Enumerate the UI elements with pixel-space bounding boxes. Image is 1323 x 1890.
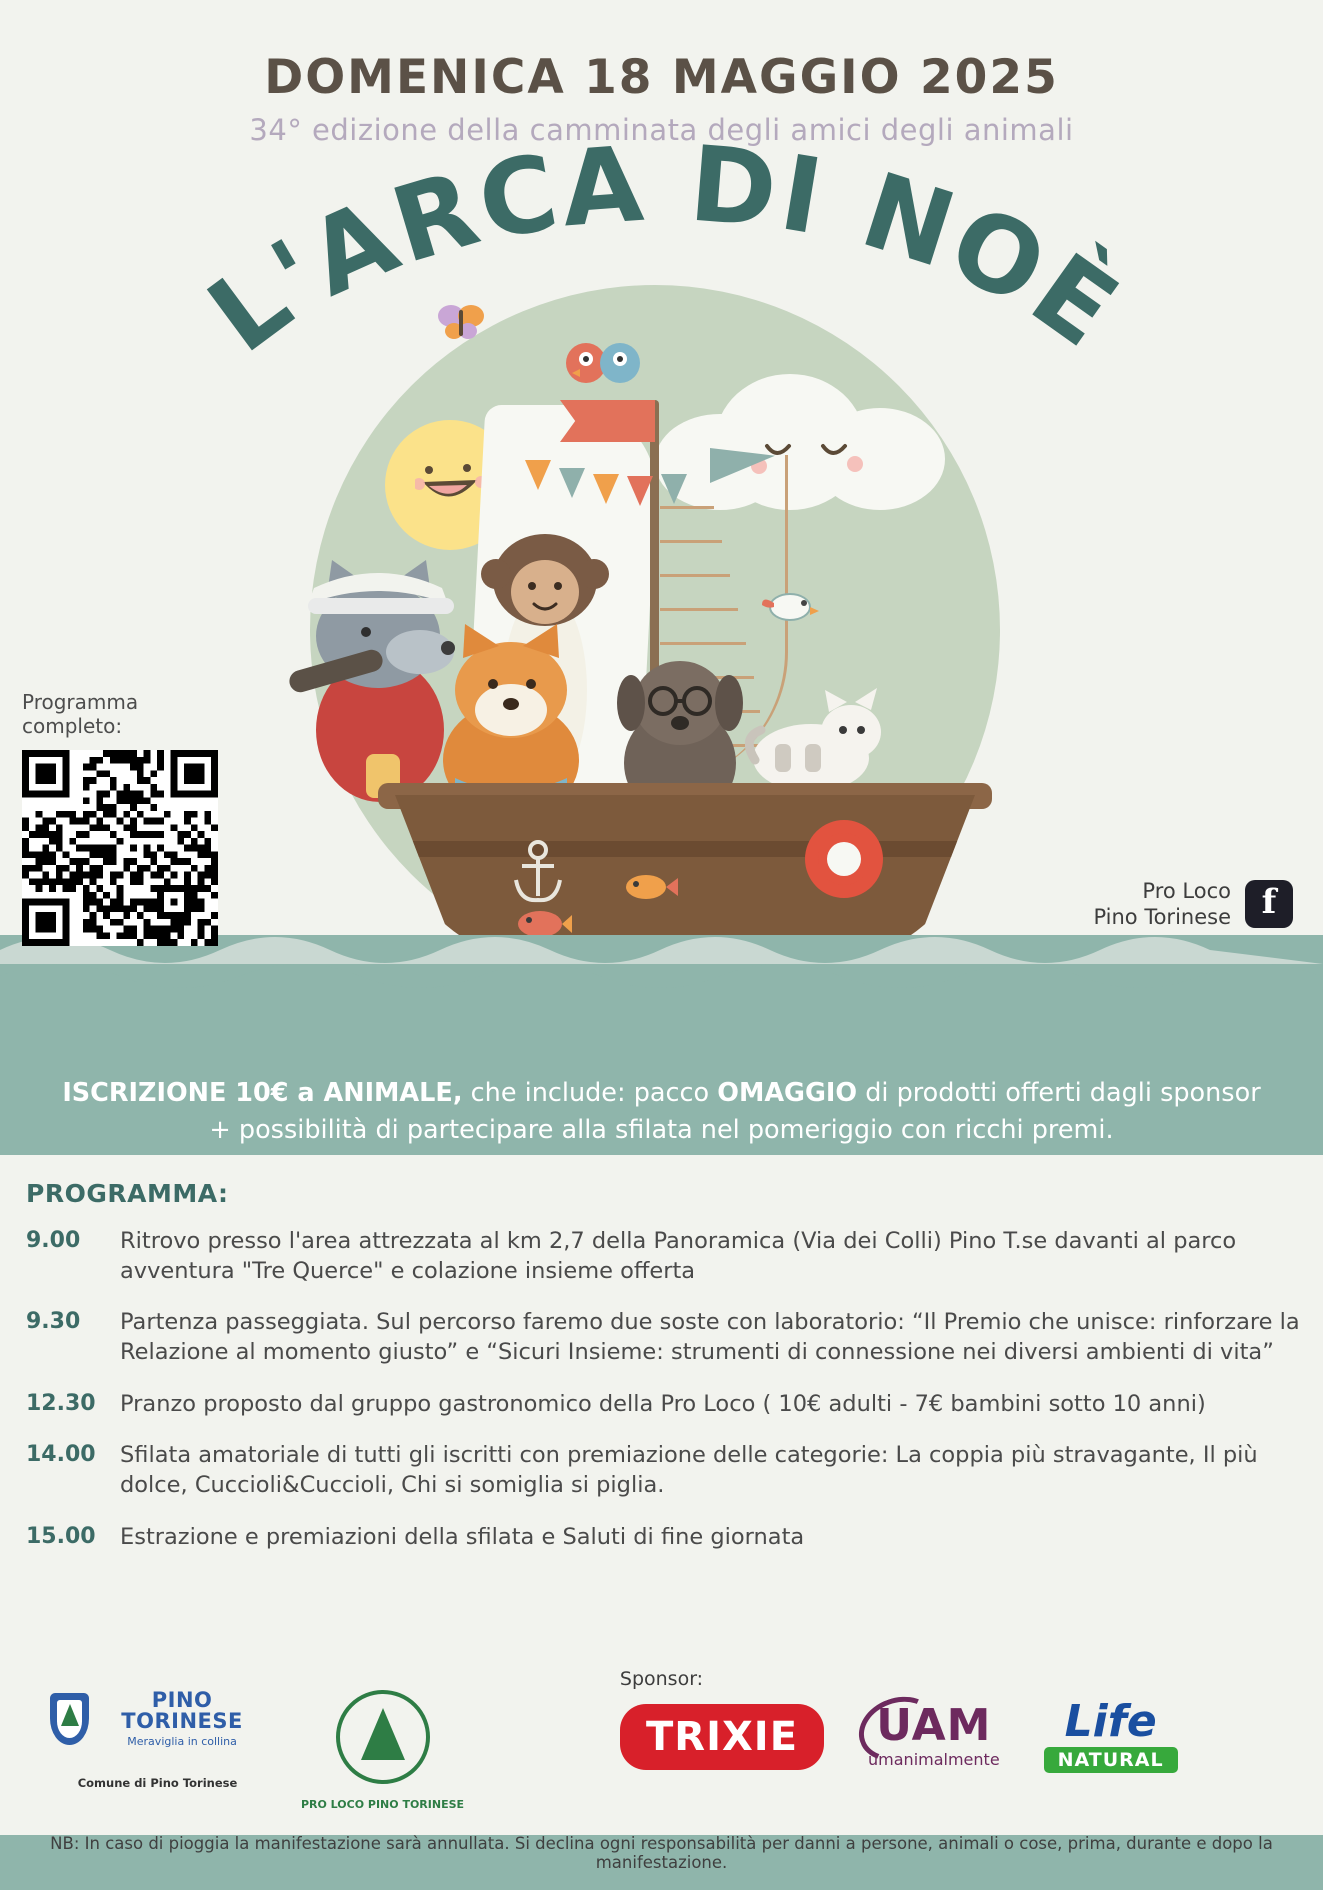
registration-gift: OMAGGIO <box>717 1078 858 1108</box>
event-date: DOMENICA 18 MAGGIO 2025 <box>264 50 1059 105</box>
schedule-time: 12.30 <box>26 1390 96 1416</box>
institutional-logos <box>50 1690 470 1811</box>
schedule-time: 15.00 <box>26 1523 96 1549</box>
registration-sponsor-text: di prodotti offerti dagli sponsor <box>857 1078 1261 1108</box>
schedule-time: 9.00 <box>26 1228 81 1253</box>
proloco-tree-icon <box>336 1690 430 1784</box>
life-logo <box>1044 1696 1178 1773</box>
schedule-description: Sfilata amatoriale di tutti gli iscritti con premiazione delle categorie: La coppia più stravagante, Il più dolce, Cuccioli&Cuccioli, Chi si somiglia si piglia. <box>120 1442 1258 1499</box>
life-name: Life <box>1064 1696 1157 1747</box>
program-schedule <box>26 1227 1301 1575</box>
proloco-line1: Pro Loco <box>1142 879 1231 903</box>
registration-line-1 <box>26 1075 1297 1112</box>
uam-name: UAM <box>876 1700 992 1751</box>
schedule-row <box>26 1308 1301 1367</box>
qr-label: Programma completo: <box>22 690 139 738</box>
cat-character <box>745 680 885 800</box>
schedule-description: Pranzo proposto dal gruppo gastronomico della Pro Loco ( 10€ adulti - 7€ bambini sotto 10 anni) <box>120 1390 1206 1417</box>
birds-icon <box>560 335 646 391</box>
hull-stripe <box>395 841 975 857</box>
poster-header <box>0 0 1323 147</box>
schedule-description: Ritrovo presso l'area attrezzata al km 2,7 della Panoramica (Via dei Colli) Pino T.se davanti al parco avventura "Tre Querce" e colazione insieme offerta <box>120 1228 1237 1284</box>
sponsor-label: Sponsor: <box>619 1668 704 1690</box>
comune-name: PINO TORINESE <box>121 1688 243 1733</box>
event-title-text: L'ARCA DI NOÈ <box>186 122 1142 377</box>
qr-block <box>22 690 237 946</box>
registration-fee: ISCRIZIONE 10€ a ANIMALE, <box>62 1078 463 1108</box>
schedule-row <box>26 1390 1301 1420</box>
proloco-text <box>1093 878 1231 931</box>
facebook-icon[interactable]: f <box>1245 880 1293 928</box>
schedule-row <box>26 1227 1301 1286</box>
brand-logos <box>620 1696 1178 1773</box>
registration-line-2: + possibilità di partecipare alla sfilata nel pomeriggio con ricchi premi. <box>209 1114 1114 1145</box>
tree-icon <box>61 1704 79 1726</box>
event-edition: 34° edizione della camminata degli amici degli animali <box>249 113 1074 147</box>
proloco-logo <box>295 1690 470 1811</box>
proloco-line2: Pino Torinese <box>1093 905 1231 930</box>
comune-tagline: Meraviglia in collina <box>127 1735 237 1748</box>
butterfly-icon <box>435 300 487 344</box>
schedule-time: 9.30 <box>26 1309 81 1335</box>
registration-includes: che include: pacco <box>462 1078 718 1108</box>
schedule-description: Estrazione e premiazioni della sfilata e Saluti di fine giornata <box>120 1523 805 1550</box>
proloco-credit <box>1093 878 1293 931</box>
wave-line-2 <box>0 948 1323 992</box>
program-title: PROGRAMMA: <box>26 1179 229 1208</box>
qr-code-icon[interactable] <box>22 750 218 946</box>
footer-disclaimer: NB: In caso di pioggia la manifestazione sarà annullata. Si declina ogni responsabilità per danni a persone, animali o cose, prima, durante e dopo la manifestazione. <box>50 1834 1273 1872</box>
flying-bird-icon <box>760 585 820 629</box>
sun-face-icon <box>415 460 489 510</box>
schedule-description: Partenza passeggiata. Sul percorso faremo due soste con laboratorio: “Il Premio che unisce: rinforzare la Relazione al momento giusto” e “Sicuri Insieme: strumenti di connessione nei diversi ambienti di vita” <box>120 1309 1300 1366</box>
comune-logo <box>50 1690 265 1790</box>
anchor-icon <box>510 840 566 906</box>
schedule-row <box>26 1523 1301 1553</box>
program-panel <box>0 1155 1323 1675</box>
life-subtitle: NATURAL <box>1044 1747 1178 1773</box>
registration-banner <box>0 1075 1323 1149</box>
crest-icon <box>50 1693 89 1745</box>
uam-subtitle: umanimalmente <box>868 1750 1000 1769</box>
comune-caption: Comune di Pino Torinese <box>77 1776 238 1790</box>
uam-logo <box>868 1700 1000 1769</box>
proloco-logo-caption: PRO LOCO PINO TORINESE <box>300 1798 465 1811</box>
schedule-row <box>26 1441 1301 1500</box>
trixie-logo: TRIXIE <box>620 1704 824 1770</box>
schedule-time: 14.00 <box>26 1442 96 1468</box>
comune-logo-row <box>50 1690 265 1748</box>
life-ring-icon <box>805 820 883 898</box>
sponsor-area <box>0 1660 1323 1835</box>
fish-icon-1 <box>620 870 678 904</box>
